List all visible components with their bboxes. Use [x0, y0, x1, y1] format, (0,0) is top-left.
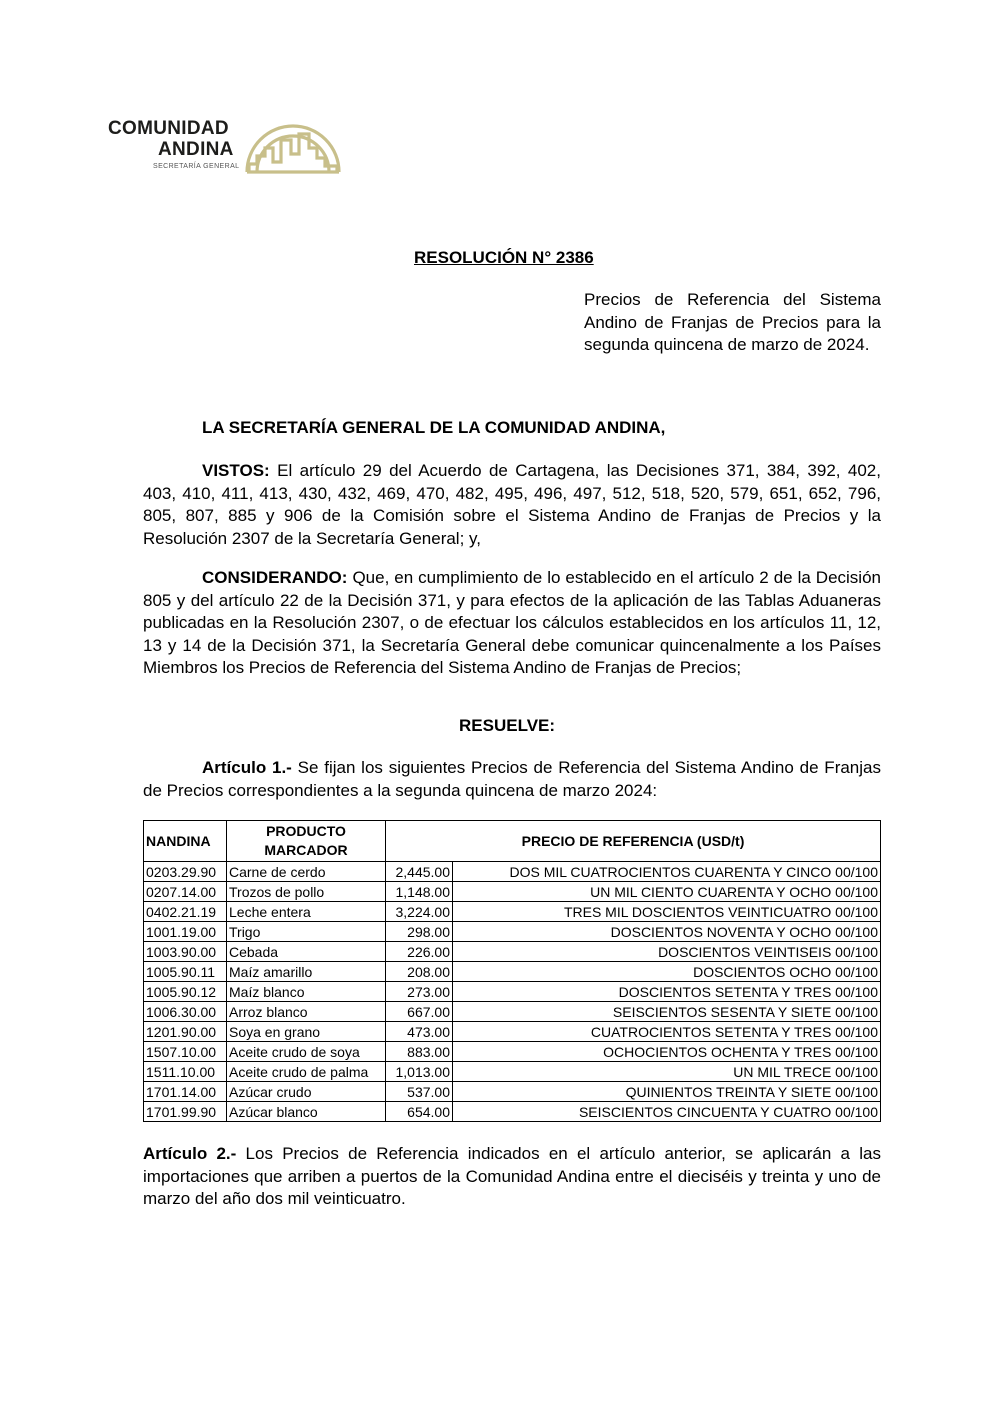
resolution-subject: Precios de Referencia del Sistema Andino de Franjas de Precios para la segunda quincena de marzo de 2024. [584, 290, 881, 354]
price-number-cell: 1,013.00 [386, 1062, 453, 1082]
product-name-cell: Maíz blanco [227, 982, 386, 1002]
product-name-cell: Trigo [227, 922, 386, 942]
price-number-cell: 3,224.00 [386, 902, 453, 922]
product-name-cell: Azúcar crudo [227, 1082, 386, 1102]
articulo2-text: Los Precios de Referencia indicados en el artículo anterior, se aplicarán a las importaciones que arriben a puertos de la Comunidad Andina entre el dieciséis y treinta y uno de marzo del año dos mil veinticuatro. [143, 1144, 881, 1208]
logo-text-line3: SECRETARÍA GENERAL [153, 163, 240, 170]
table-row [144, 962, 881, 982]
price-words-cell: DOSCIENTOS NOVENTA Y OCHO 00/100 [453, 922, 881, 942]
logo-arch-icon [243, 118, 343, 174]
product-name-cell: Maíz amarillo [227, 962, 386, 982]
reference-prices-table [143, 820, 881, 1122]
product-name-cell: Aceite crudo de soya [227, 1042, 386, 1062]
price-words-cell: UN MIL CIENTO CUARENTA Y OCHO 00/100 [453, 882, 881, 902]
product-name-cell: Carne de cerdo [227, 862, 386, 882]
table-body [144, 862, 881, 1122]
product-name-cell: Azúcar blanco [227, 1102, 386, 1122]
price-words-cell: DOS MIL CUATROCIENTOS CUARENTA Y CINCO 00/100 [453, 862, 881, 882]
nandina-code-cell: 1001.19.00 [144, 922, 227, 942]
nandina-code-cell: 0402.21.19 [144, 902, 227, 922]
product-name-cell: Leche entera [227, 902, 386, 922]
table-row [144, 982, 881, 1002]
nandina-code-cell: 1201.90.00 [144, 1022, 227, 1042]
nandina-code-cell: 1507.10.00 [144, 1042, 227, 1062]
price-number-cell: 208.00 [386, 962, 453, 982]
nandina-code-cell: 1006.30.00 [144, 1002, 227, 1022]
table-row [144, 882, 881, 902]
considerando-text: Que, en cumplimiento de lo establecido en el artículo 2 de la Decisión 805 y del artículo 22 de la Decisión 371, y para efectos de la aplicación de las Tablas Aduaneras publicadas en la Resolución 2307, o de efectuar los cálculos establecidos en los artículos 11, 12, 13 y 14 de la Decisión 371, la Secretaría General debe comunicar quincenalmente a los Países Miembros los Precios de Referencia del Sistema Andino de Franjas de Precios; [143, 568, 881, 677]
table-row [144, 1102, 881, 1122]
price-words-cell: CUATROCIENTOS SETENTA Y TRES 00/100 [453, 1022, 881, 1042]
price-words-cell: DOSCIENTOS OCHO 00/100 [453, 962, 881, 982]
nandina-code-cell: 1005.90.12 [144, 982, 227, 1002]
articulo1-paragraph [143, 757, 881, 802]
articulo2-paragraph [143, 1143, 881, 1211]
articulo2-label: Artículo 2.- [143, 1144, 237, 1163]
price-number-cell: 298.00 [386, 922, 453, 942]
articulo1-label: Artículo 1.- [202, 758, 292, 777]
price-number-cell: 2,445.00 [386, 862, 453, 882]
table-row [144, 1082, 881, 1102]
price-number-cell: 273.00 [386, 982, 453, 1002]
table-row [144, 1042, 881, 1062]
nandina-code-cell: 1701.14.00 [144, 1082, 227, 1102]
table-row [144, 922, 881, 942]
considerando-paragraph [143, 567, 881, 680]
price-number-cell: 667.00 [386, 1002, 453, 1022]
price-number-cell: 654.00 [386, 1102, 453, 1122]
logo-text-line2: ANDINA [158, 139, 234, 160]
price-words-cell: QUINIENTOS TREINTA Y SIETE 00/100 [453, 1082, 881, 1102]
vistos-paragraph [143, 460, 881, 550]
product-name-cell: Trozos de pollo [227, 882, 386, 902]
price-words-cell: SEISCIENTOS SESENTA Y SIETE 00/100 [453, 1002, 881, 1022]
price-number-cell: 537.00 [386, 1082, 453, 1102]
table-header-row [144, 821, 881, 862]
nandina-code-cell: 1701.99.90 [144, 1102, 227, 1122]
nandina-code-cell: 1005.90.11 [144, 962, 227, 982]
header-producto-marcador: PRODUCTO MARCADOR [227, 821, 386, 862]
header-precio-referencia: PRECIO DE REFERENCIA (USD/t) [386, 821, 881, 862]
nandina-code-cell: 1511.10.00 [144, 1062, 227, 1082]
table-row [144, 1002, 881, 1022]
price-words-cell: DOSCIENTOS VEINTISEIS 00/100 [453, 942, 881, 962]
table-row [144, 902, 881, 922]
table-row [144, 862, 881, 882]
vistos-label: VISTOS: [202, 461, 270, 480]
price-words-cell: SEISCIENTOS CINCUENTA Y CUATRO 00/100 [453, 1102, 881, 1122]
product-name-cell: Cebada [227, 942, 386, 962]
price-number-cell: 473.00 [386, 1022, 453, 1042]
price-words-cell: DOSCIENTOS SETENTA Y TRES 00/100 [453, 982, 881, 1002]
product-name-cell: Arroz blanco [227, 1002, 386, 1022]
considerando-label: CONSIDERANDO: [202, 568, 348, 587]
header-nandina: NANDINA [144, 821, 227, 862]
vistos-text: El artículo 29 del Acuerdo de Cartagena, las Decisiones 371, 384, 392, 402, 403, 410, 411, 413, 430, 432, 469, 470, 482, 495, 496, 497, 512, 518, 520, 579, 651, 652, 796, 805, 807, 885 y 906 de la Comisión sobre el Sistema Andino de Franjas de Precios y la Resolución 2307 de la Secretaría General; y, [143, 461, 881, 548]
logo-text-line1: COMUNIDAD [108, 118, 229, 139]
table-row [144, 1062, 881, 1082]
nandina-code-cell: 0207.14.00 [144, 882, 227, 902]
price-number-cell: 226.00 [386, 942, 453, 962]
nandina-code-cell: 0203.29.90 [144, 862, 227, 882]
heading-secretaria-general: LA SECRETARÍA GENERAL DE LA COMUNIDAD ANDINA, [202, 418, 666, 437]
table-row [144, 1022, 881, 1042]
product-name-cell: Soya en grano [227, 1022, 386, 1042]
price-words-cell: TRES MIL DOSCIENTOS VEINTICUATRO 00/100 [453, 902, 881, 922]
table-row [144, 942, 881, 962]
heading-resuelve: RESUELVE: [459, 716, 556, 735]
price-number-cell: 883.00 [386, 1042, 453, 1062]
product-name-cell: Aceite crudo de palma [227, 1062, 386, 1082]
price-words-cell: UN MIL TRECE 00/100 [453, 1062, 881, 1082]
resolution-title: RESOLUCIÓN N° 2386 [414, 248, 594, 267]
price-number-cell: 1,148.00 [386, 882, 453, 902]
comunidad-andina-logo [108, 118, 348, 178]
articulo1-text: Se fijan los siguientes Precios de Referencia del Sistema Andino de Franjas de Precios correspondientes a la segunda quincena de marzo 2024: [143, 758, 881, 800]
price-words-cell: OCHOCIENTOS OCHENTA Y TRES 00/100 [453, 1042, 881, 1062]
nandina-code-cell: 1003.90.00 [144, 942, 227, 962]
